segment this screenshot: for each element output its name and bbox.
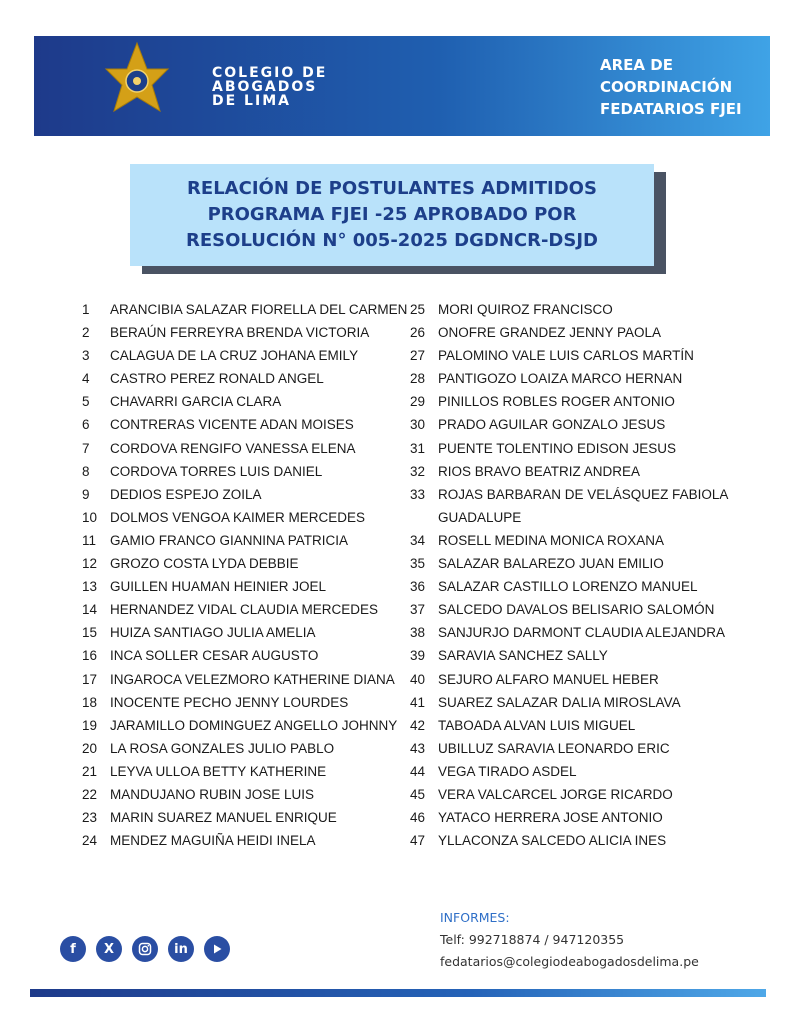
- list-item: [82, 506, 400, 529]
- list-item: [82, 298, 408, 321]
- list-item: [410, 829, 750, 852]
- email-link[interactable]: fedatarios@colegiodeabogadosdelima.pe: [440, 954, 699, 969]
- item-number: 21: [82, 763, 98, 779]
- list-item: [410, 691, 750, 714]
- area-line1: AREA DE: [600, 56, 673, 74]
- applicant-name: CASTRO PEREZ RONALD ANGEL: [110, 371, 324, 387]
- applicant-name: MANDUJANO RUBIN JOSE LUIS: [110, 786, 315, 802]
- item-number: 14: [82, 602, 98, 618]
- org-name-line1: COLEGIO DE: [212, 65, 328, 81]
- applicant-name: PUENTE TOLENTINO EDISON JESUS: [438, 440, 677, 456]
- informes-title: INFORMES:: [440, 910, 510, 925]
- list-item: [82, 575, 400, 598]
- item-number: 22: [82, 786, 98, 802]
- applicant-name: ARANCIBIA SALAZAR FIORELLA DEL CARMEN: [110, 302, 408, 317]
- applicant-name: PALOMINO VALE LUIS CARLOS MARTÍN: [438, 348, 694, 364]
- list-item: [410, 483, 750, 529]
- item-number: 44: [410, 763, 426, 779]
- list-item: [410, 714, 750, 737]
- list-item: [410, 298, 750, 321]
- social-icons: [60, 936, 230, 962]
- applicant-name: ROSELL MEDINA MONICA ROXANA: [438, 532, 665, 548]
- list-item: [82, 552, 400, 575]
- item-number: 4: [82, 371, 90, 387]
- item-number: 9: [82, 486, 90, 502]
- list-item: [410, 668, 750, 691]
- area-line3: FEDATARIOS FJEI: [600, 100, 742, 118]
- list-item: [82, 783, 400, 806]
- list-item: [82, 598, 400, 621]
- item-number: 8: [82, 463, 90, 479]
- applicant-name: SARAVIA SANCHEZ SALLY: [438, 648, 608, 664]
- list-item: [410, 552, 750, 575]
- item-number: 27: [410, 348, 426, 364]
- applicant-name: SALAZAR CASTILLO LORENZO MANUEL: [438, 579, 698, 595]
- applicant-name: YLLACONZA SALCEDO ALICIA INES: [438, 833, 667, 849]
- item-number: 36: [410, 579, 426, 595]
- list-item: [82, 691, 400, 714]
- list-item: [410, 367, 750, 390]
- applicant-name: CORDOVA RENGIFO VANESSA ELENA: [110, 440, 356, 456]
- item-number: 28: [410, 371, 426, 387]
- list-item: [410, 437, 750, 460]
- area-line2: COORDINACIÓN: [600, 78, 733, 96]
- applicant-name: PINILLOS ROBLES ROGER ANTONIO: [438, 394, 675, 410]
- applicant-name: SEJURO ALFARO MANUEL HEBER: [438, 671, 659, 687]
- item-number: 16: [82, 648, 98, 664]
- applicant-name: DEDIOS ESPEJO ZOILA: [110, 486, 262, 502]
- applicant-name: SUAREZ SALAZAR DALIA MIROSLAVA: [438, 694, 681, 710]
- list-item: [410, 598, 750, 621]
- applicant-name: HUIZA SANTIAGO JULIA AMELIA: [110, 625, 316, 641]
- applicant-name: CALAGUA DE LA CRUZ JOHANA EMILY: [110, 348, 359, 364]
- youtube-icon[interactable]: [204, 936, 230, 962]
- org-name-line2: ABOGADOS: [212, 79, 318, 95]
- applicant-name: TABOADA ALVAN LUIS MIGUEL: [438, 717, 636, 733]
- applicant-name: JARAMILLO DOMINGUEZ ANGELLO JOHNNY: [110, 717, 398, 733]
- list-item: [410, 413, 750, 436]
- area-label: [600, 54, 742, 120]
- applicant-name: LA ROSA GONZALES JULIO PABLO: [110, 740, 335, 756]
- item-number: 7: [82, 440, 90, 456]
- list-item: [82, 460, 400, 483]
- list-item: [82, 760, 400, 783]
- org-name: [212, 66, 327, 108]
- applicant-name: DOLMOS VENGOA KAIMER MERCEDES: [110, 509, 366, 525]
- item-number: 19: [82, 717, 98, 733]
- applicant-name: GAMIO FRANCO GIANNINA PATRICIA: [110, 532, 349, 548]
- applicant-name: MENDEZ MAGUIÑA HEIDI INELA: [110, 833, 316, 849]
- list-item: [82, 644, 400, 667]
- item-number: 11: [82, 532, 97, 548]
- applicant-name: SANJURJO DARMONT CLAUDIA ALEJANDRA: [438, 625, 726, 641]
- social-glyph: f: [70, 941, 76, 957]
- applicant-name: GUILLEN HUAMAN HEINIER JOEL: [110, 579, 327, 595]
- item-number: 43: [410, 740, 426, 756]
- applicant-name: ONOFRE GRANDEZ JENNY PAOLA: [438, 325, 662, 341]
- title-line1: RELACIÓN DE POSTULANTES ADMITIDOS: [187, 178, 597, 199]
- applicant-list-left: [82, 298, 408, 852]
- item-number: 30: [410, 417, 426, 433]
- list-item: [82, 483, 400, 506]
- list-item: [410, 390, 750, 413]
- applicant-name: VEGA TIRADO ASDEL: [438, 763, 577, 779]
- list-item: [410, 644, 750, 667]
- list-item: [410, 529, 750, 552]
- list-item: [410, 321, 750, 344]
- applicant-name: CHAVARRI GARCIA CLARA: [110, 394, 282, 410]
- list-item: [82, 737, 400, 760]
- item-number: 20: [82, 740, 98, 756]
- item-number: 15: [82, 625, 98, 641]
- item-number: 12: [82, 556, 98, 572]
- applicant-name: PRADO AGUILAR GONZALO JESUS: [438, 417, 666, 433]
- item-number: 39: [410, 648, 426, 664]
- item-number: 26: [410, 325, 426, 341]
- list-item: [82, 806, 400, 829]
- list-item: [82, 668, 400, 691]
- item-number: 23: [82, 810, 98, 826]
- header-banner: [34, 36, 770, 136]
- item-number: 17: [82, 671, 98, 687]
- item-number: 31: [410, 440, 426, 456]
- applicant-name: BERAÚN FERREYRA BRENDA VICTORIA: [110, 325, 370, 341]
- applicant-name: UBILLUZ SARAVIA LEONARDO ERIC: [438, 740, 670, 756]
- item-number: 45: [410, 786, 426, 802]
- list-item: [82, 437, 400, 460]
- item-number: 32: [410, 463, 426, 479]
- social-glyph: in: [174, 941, 188, 957]
- instagram-icon[interactable]: [132, 936, 158, 962]
- list-item: [82, 344, 400, 367]
- applicant-name: LEYVA ULLOA BETTY KATHERINE: [110, 763, 327, 779]
- list-item: [82, 714, 400, 737]
- list-item: [82, 390, 400, 413]
- item-number: 25: [410, 302, 426, 317]
- title-box: [130, 164, 654, 266]
- applicant-name: PANTIGOZO LOAIZA MARCO HERNAN: [438, 371, 683, 387]
- item-number: 37: [410, 602, 426, 618]
- applicant-name: SALAZAR BALAREZO JUAN EMILIO: [438, 556, 664, 572]
- footer-bar: [30, 989, 766, 997]
- list-item: [82, 529, 400, 552]
- item-number: 33: [410, 486, 426, 502]
- applicant-name: CORDOVA TORRES LUIS DANIEL: [110, 463, 323, 479]
- item-number: 40: [410, 671, 426, 687]
- title-line3: RESOLUCIÓN N° 005-2025 DGDNCR-DSJD: [186, 230, 598, 251]
- item-number: 3: [82, 348, 90, 364]
- applicant-name: VERA VALCARCEL JORGE RICARDO: [438, 786, 673, 802]
- facebook-icon[interactable]: [60, 936, 86, 962]
- item-number: 6: [82, 417, 90, 433]
- applicant-name: INGAROCA VELEZMORO KATHERINE DIANA: [110, 671, 395, 687]
- title-line2: PROGRAMA FJEI -25 APROBADO POR: [207, 204, 577, 225]
- contact-info: [440, 907, 699, 973]
- item-number: 46: [410, 810, 426, 826]
- list-item: [82, 321, 400, 344]
- item-number: 38: [410, 625, 426, 641]
- list-item: [82, 413, 400, 436]
- item-number: 1: [82, 302, 90, 317]
- linkedin-icon[interactable]: [168, 936, 194, 962]
- list-item: [410, 760, 750, 783]
- item-number: 41: [410, 694, 426, 710]
- star-logo-icon: [104, 39, 170, 131]
- phone-text: Telf: 992718874 / 947120355: [440, 932, 625, 947]
- list-item: [82, 829, 400, 852]
- list-item: [82, 621, 400, 644]
- applicant-name: GROZO COSTA LYDA DEBBIE: [110, 556, 299, 572]
- list-item: [410, 783, 750, 806]
- item-number: 5: [82, 394, 90, 410]
- item-number: 35: [410, 556, 426, 572]
- applicant-name: MORI QUIROZ FRANCISCO: [438, 302, 613, 317]
- item-number: 24: [82, 833, 98, 849]
- list-item: [82, 367, 400, 390]
- applicant-name: INOCENTE PECHO JENNY LOURDES: [110, 694, 349, 710]
- list-item: [410, 575, 750, 598]
- item-number: 18: [82, 694, 98, 710]
- list-item: [410, 460, 750, 483]
- applicant-name: SALCEDO DAVALOS BELISARIO SALOMÓN: [438, 602, 715, 618]
- list-item: [410, 737, 750, 760]
- item-number: 29: [410, 394, 426, 410]
- applicant-name: RIOS BRAVO BEATRIZ ANDREA: [438, 463, 641, 479]
- applicant-name: CONTRERAS VICENTE ADAN MOISES: [110, 417, 354, 433]
- applicant-list-right: [410, 298, 750, 852]
- list-item: [410, 344, 750, 367]
- applicant-name: MARIN SUAREZ MANUEL ENRIQUE: [110, 810, 337, 826]
- org-name-line3: DE LIMA: [212, 93, 291, 109]
- applicant-name: YATACO HERRERA JOSE ANTONIO: [438, 810, 663, 826]
- item-number: 10: [82, 509, 98, 525]
- item-number: 34: [410, 532, 426, 548]
- applicant-name: ROJAS BARBARAN DE VELÁSQUEZ FABIOLA GUADALUPE: [438, 486, 728, 525]
- item-number: 42: [410, 717, 426, 733]
- item-number: 13: [82, 579, 98, 595]
- applicant-name: INCA SOLLER CESAR AUGUSTO: [110, 648, 319, 664]
- list-item: [410, 806, 750, 829]
- applicant-name: HERNANDEZ VIDAL CLAUDIA MERCEDES: [110, 602, 379, 618]
- item-number: 2: [82, 325, 90, 341]
- list-item: [410, 621, 750, 644]
- item-number: 47: [410, 833, 426, 849]
- social-glyph: X: [103, 941, 115, 957]
- x-icon[interactable]: [96, 936, 122, 962]
